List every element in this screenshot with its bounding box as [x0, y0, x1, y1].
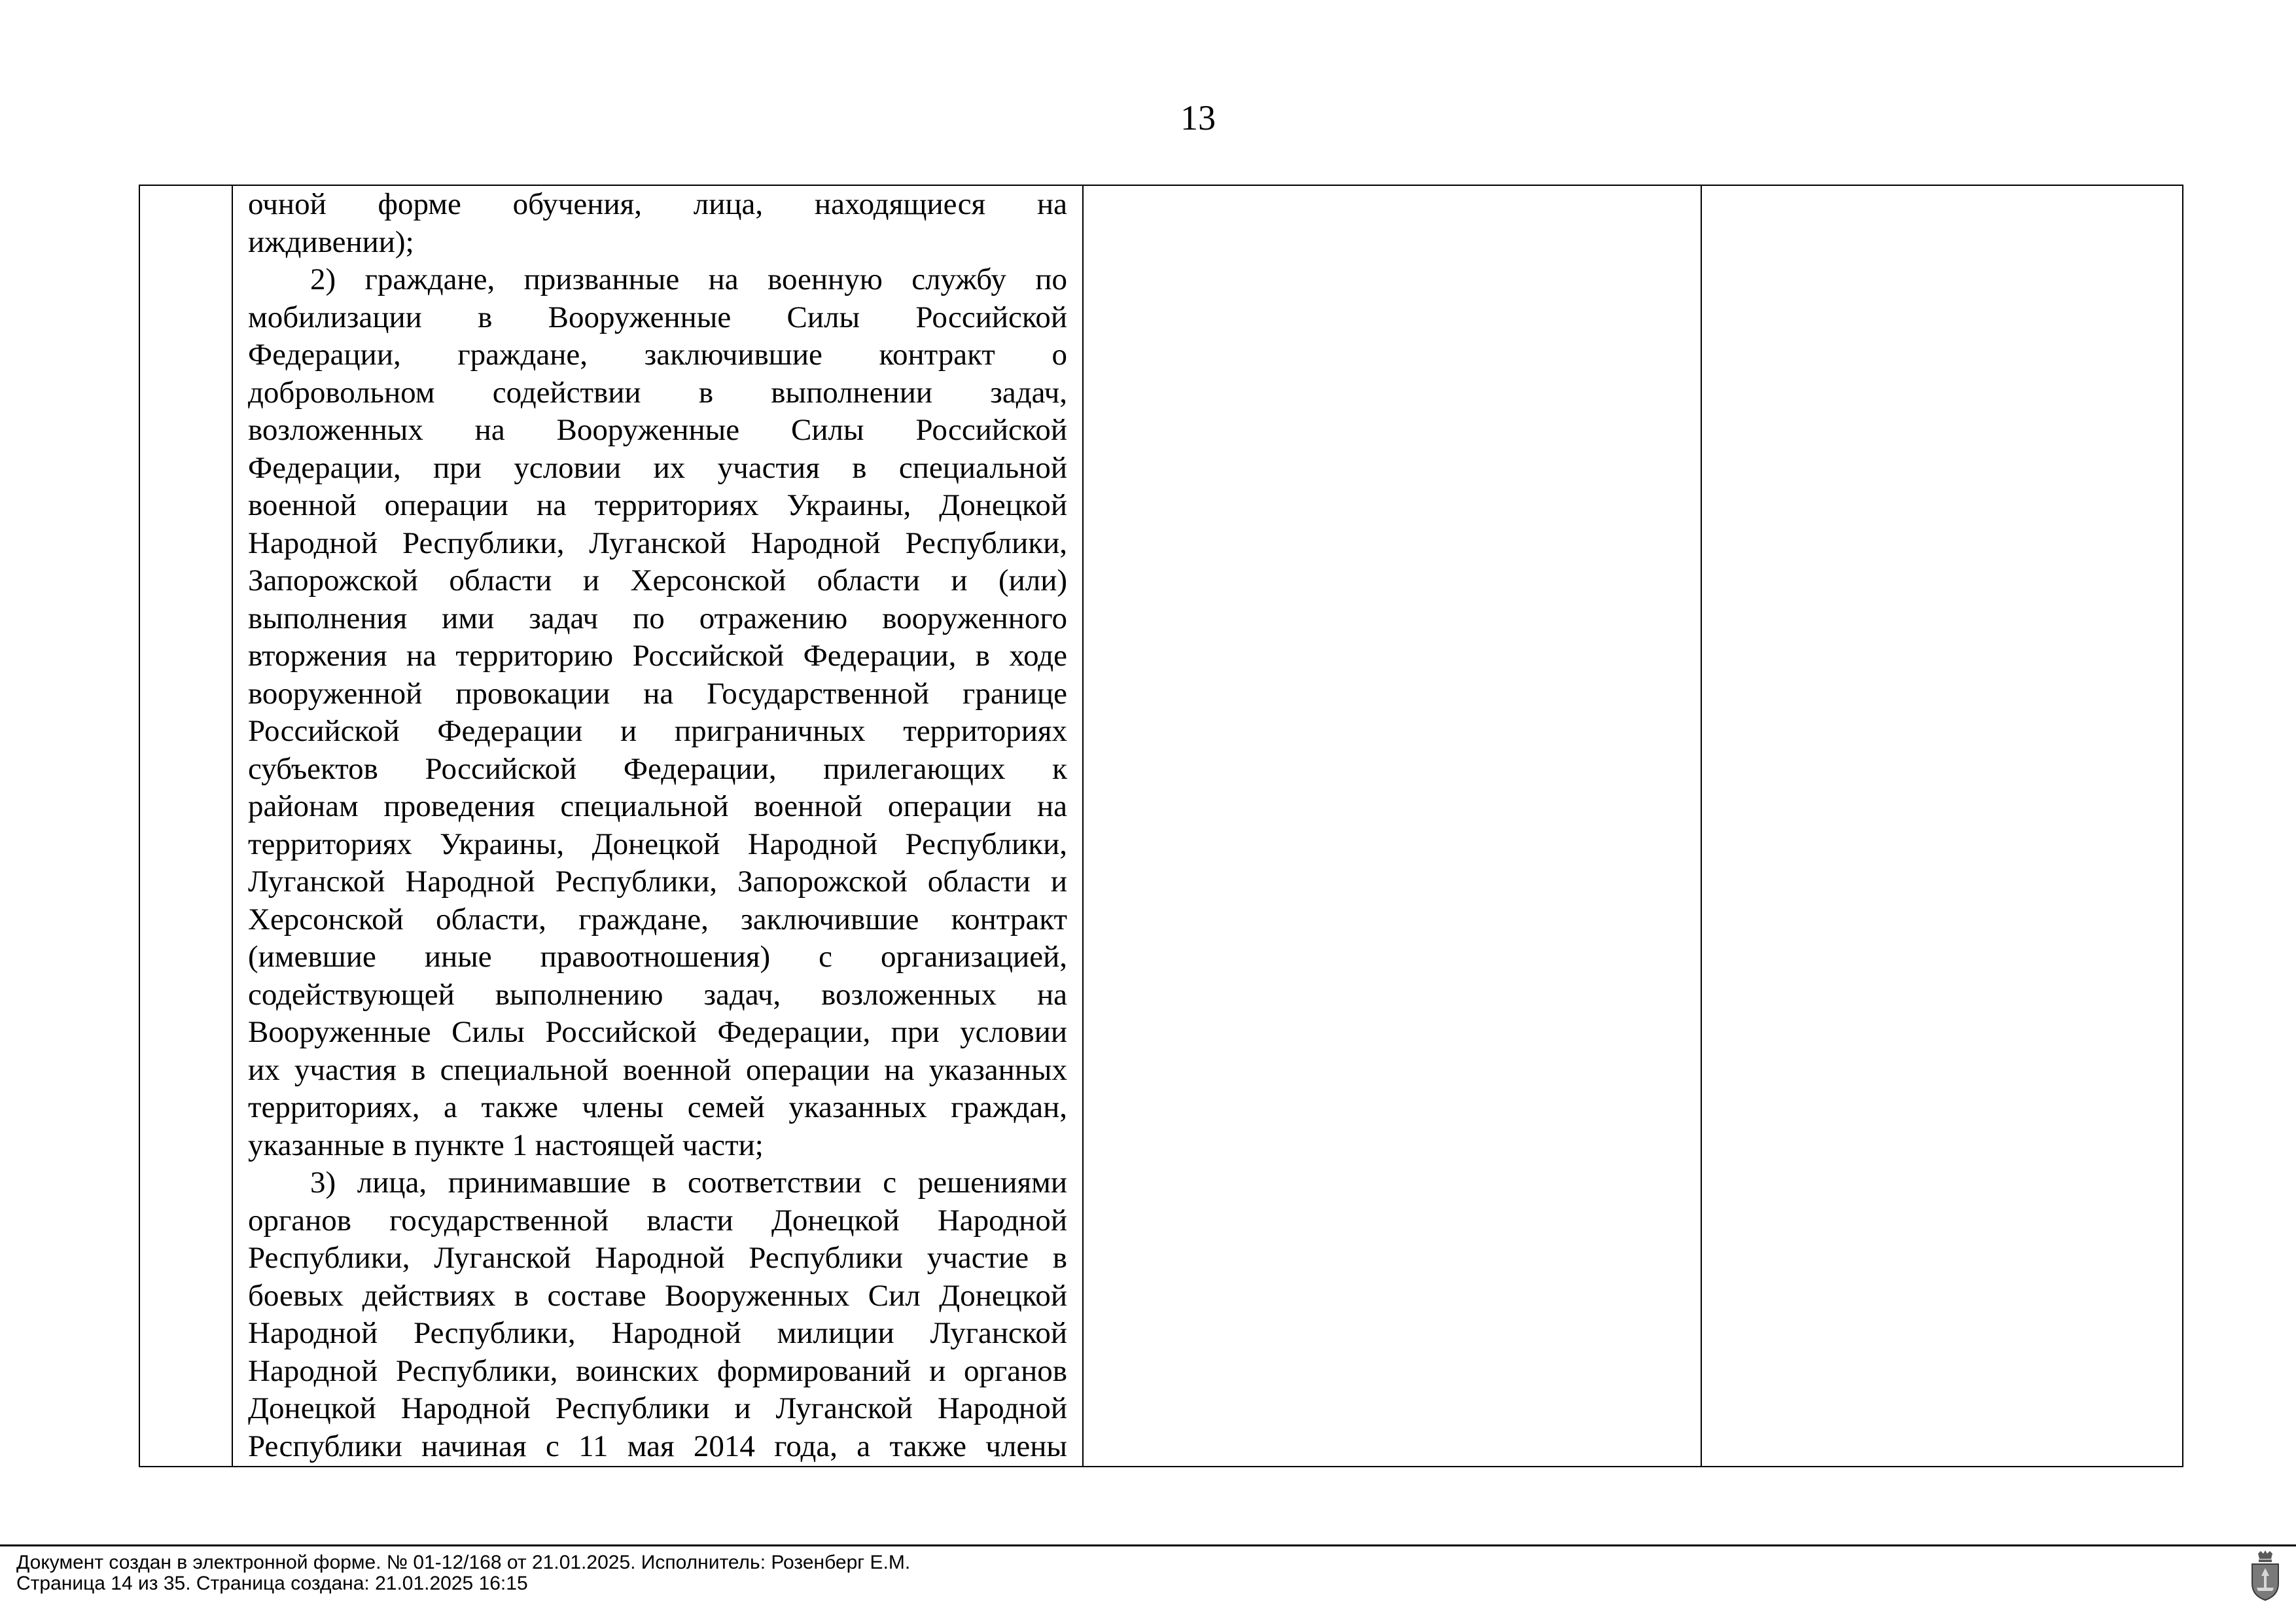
text-line: боевых действиях в составе Вооруженных Сил Донецкой	[248, 1278, 1067, 1313]
footer-page-info: Страница 14 из 35. Страница создана: 21.01.2025 16:15	[16, 1573, 528, 1594]
text-line: Херсонской области, граждане, заключившие контракт	[248, 902, 1067, 936]
table-column-divider	[1701, 186, 1702, 1466]
text-line: содействующей выполнению задач, возложенных на	[248, 977, 1067, 1012]
text-line: вторжения на территорию Российской Федерации, в ходе	[248, 639, 1067, 673]
text-line: очной форме обучения, лица, находящиеся на	[248, 187, 1067, 221]
text-line: Запорожской области и Херсонской области и (или)	[248, 563, 1067, 597]
text-line: Народной Республики, воинских формирований и органов	[248, 1353, 1067, 1388]
footer	[16, 1552, 910, 1594]
text-line: Федерации, граждане, заключившие контракт о	[248, 338, 1067, 372]
text-line: территориях Украины, Донецкой Народной Республики,	[248, 827, 1067, 861]
footer-document-info: Документ создан в электронной форме. № 01-12/168 от 21.01.2025. Исполнитель: Розенберг Е.М.	[16, 1552, 911, 1573]
text-line: Республики начиная с 11 мая 2014 года, а также члены	[248, 1429, 1067, 1463]
text-line: 3) лица, принимавшие в соответствии с решениями	[310, 1166, 1067, 1200]
text-line: 2) граждане, призванные на военную службу по	[310, 262, 1067, 296]
text-line: военной операции на территориях Украины, Донецкой	[248, 488, 1067, 522]
text-line: добровольном содействии в выполнении задач,	[248, 375, 1067, 410]
table-column-divider	[232, 186, 233, 1466]
text-line: Народной Республики, Луганской Народной Республики,	[248, 526, 1067, 560]
text-line: территориях, а также члены семей указанных граждан,	[248, 1090, 1067, 1124]
text-line: Республики, Луганской Народной Республики участие в	[248, 1241, 1067, 1275]
text-line: иждивении);	[248, 224, 414, 259]
text-line: Российской Федерации и приграничных территориях	[248, 714, 1067, 748]
coat-of-arms-icon	[2249, 1550, 2282, 1601]
text-line: (имевшие иные правоотношения) с организацией,	[248, 940, 1067, 974]
text-line: Донецкой Народной Республики и Луганской Народной	[248, 1391, 1067, 1425]
text-line: Луганской Народной Республики, Запорожской области и	[248, 865, 1067, 899]
text-line: выполнения ими задач по отражению вооруженного	[248, 601, 1067, 635]
text-line: вооруженной провокации на Государственной границе	[248, 676, 1067, 711]
text-line: мобилизации в Вооруженные Силы Российской	[248, 300, 1067, 334]
text-line: Федерации, при условии их участия в специальной	[248, 450, 1067, 485]
footer-divider	[0, 1544, 2296, 1546]
text-line: Вооруженные Силы Российской Федерации, при условии	[248, 1015, 1067, 1049]
text-line: возложенных на Вооруженные Силы Российской	[248, 413, 1067, 447]
text-line: их участия в специальной военной операции на указанных	[248, 1052, 1067, 1087]
text-line: Народной Республики, Народной милиции Луганской	[248, 1316, 1067, 1350]
document-table	[139, 185, 2183, 1467]
page-number: 13	[1180, 98, 1216, 137]
text-line: органов государственной власти Донецкой Народной	[248, 1203, 1067, 1238]
table-column-divider	[1082, 186, 1084, 1466]
text-line: субъектов Российской Федерации, прилегающих к	[248, 751, 1067, 786]
text-line: указанные в пункте 1 настоящей части;	[248, 1128, 764, 1162]
table-cell-text	[248, 186, 1067, 1465]
text-line: районам проведения специальной военной операции на	[248, 789, 1067, 823]
